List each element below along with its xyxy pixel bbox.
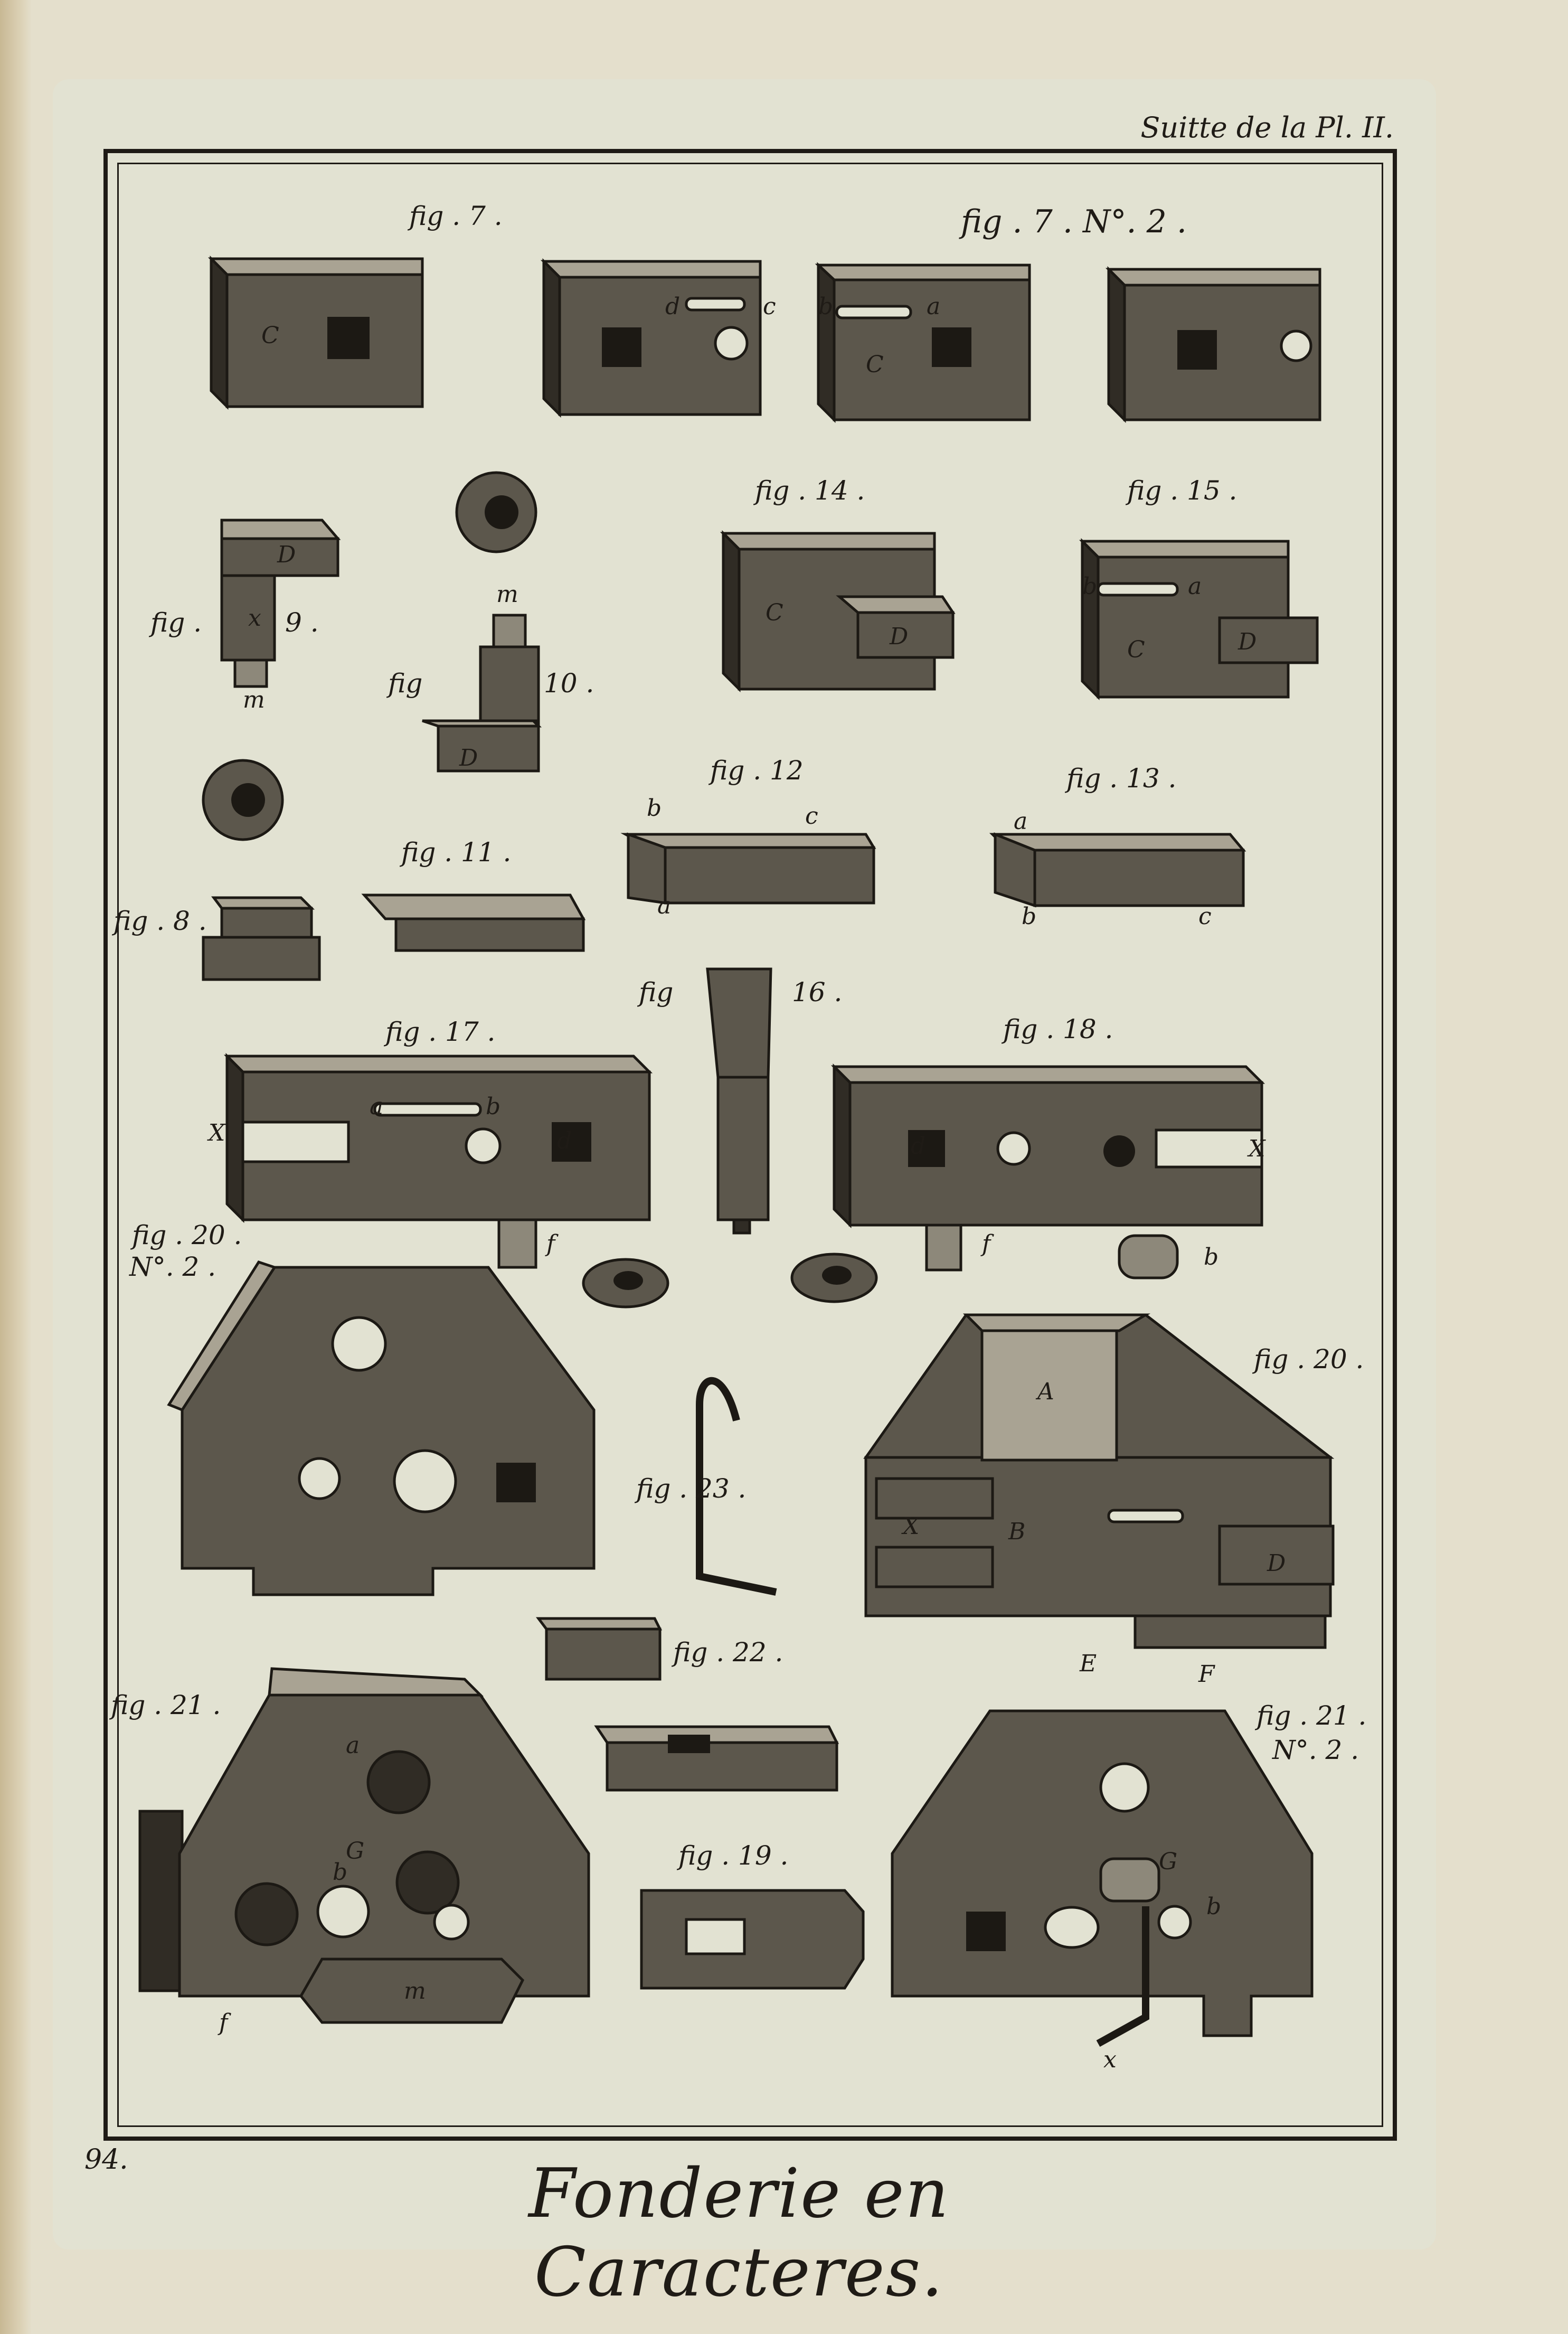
fig10-bracket: [422, 615, 539, 771]
fig10-number: 10 .: [544, 668, 594, 699]
fig10-letter-m: m: [496, 581, 518, 608]
fig7-label: fig . 7 .: [409, 201, 503, 231]
fig20-letter-E: E: [1080, 1650, 1097, 1677]
fig15-block: [1082, 541, 1317, 697]
fig18-letter-b: b: [1204, 1244, 1219, 1270]
fig21-letter-G: G: [346, 1838, 365, 1865]
fig11-label: fig . 11 .: [401, 837, 512, 868]
small-nuts: [583, 1236, 1177, 1307]
fig17-letter-f: f: [546, 1230, 555, 1257]
fig13-letter-b: b: [1022, 903, 1037, 930]
fig7n2-letter-b: b: [818, 293, 834, 320]
fig9-number: 9 .: [285, 607, 319, 638]
plate-reference: Suitte de la Pl. II.: [1140, 111, 1394, 144]
fig20-letter-A: A: [1037, 1378, 1054, 1405]
fig20n2-label: fig . 20 .: [132, 1220, 242, 1250]
fig22-piece: [539, 1618, 660, 1679]
fig13-label: fig . 13 .: [1066, 763, 1177, 794]
fig20-letter-D: D: [1267, 1550, 1286, 1577]
fig13-letter-c: c: [1198, 903, 1212, 930]
fig7-letter-d: d: [665, 293, 681, 320]
fig16-piece: [707, 969, 771, 1233]
fig9-label: fig .: [150, 607, 202, 638]
fig18-letter-d: d: [911, 1133, 926, 1160]
fig17-block: [227, 1056, 649, 1267]
fig18-letter-f: f: [982, 1230, 991, 1257]
fig15-letter-b: b: [1082, 573, 1098, 600]
fig15-label: fig . 15 .: [1127, 475, 1238, 506]
fig19-piece: [641, 1890, 863, 1988]
fig20-label: fig . 20 .: [1254, 1344, 1364, 1375]
fig11-piece: [364, 895, 583, 950]
fig9-letter-m: m: [243, 686, 265, 713]
star-nut-1: [457, 473, 536, 552]
fig20-letter-X: X: [903, 1513, 920, 1540]
fig15-letter-D: D: [1238, 628, 1257, 655]
fig18-label: fig . 18 .: [1003, 1014, 1113, 1044]
fig17-label: fig . 17 .: [385, 1017, 496, 1047]
fig7-block-2: [544, 261, 760, 415]
fig21-letter-b: b: [333, 1859, 348, 1886]
fig12-label: fig . 12: [710, 755, 804, 786]
fig23-label: fig . 23 .: [636, 1473, 747, 1504]
fig8-label: fig . 8 .: [114, 906, 207, 936]
fig21n2-letter-G: G: [1159, 1848, 1178, 1875]
fig7n2-letter-a: a: [927, 293, 941, 320]
fig16-label: fig: [639, 977, 674, 1008]
fig21-letter-a: a: [346, 1732, 360, 1759]
fig21n2-label: fig . 21 .: [1257, 1700, 1367, 1731]
fig21n2-piece: [892, 1711, 1312, 2044]
fig12-letter-a: a: [657, 892, 672, 919]
fig17-letter-b: b: [486, 1093, 501, 1120]
fig7-letter-c: c: [763, 293, 776, 320]
fig7n2-block-2: [1109, 269, 1320, 420]
fig13-letter-a: a: [1014, 808, 1028, 835]
fig17-letter-d: d: [557, 1127, 572, 1154]
fig21n2-letter-x: x: [1103, 2046, 1117, 2073]
fig14-letter-D: D: [890, 623, 909, 650]
fig20n2-piece: [169, 1262, 594, 1595]
fig10-label: fig: [388, 668, 423, 699]
fig17-letter-X: X: [209, 1119, 225, 1146]
fig8-piece: [203, 898, 319, 980]
fig12-letter-b: b: [647, 795, 662, 822]
fig10-letter-D: D: [459, 745, 478, 771]
star-nut-2: [203, 760, 282, 840]
fig21-letter-f: f: [219, 2009, 228, 2036]
fig-middle-lever: [597, 1727, 837, 1790]
fig15-letter-a: a: [1188, 573, 1202, 600]
fig13-piece: [993, 834, 1243, 906]
fig12-letter-c: c: [805, 803, 818, 830]
fig20-letter-B: B: [1008, 1518, 1026, 1545]
fig18-letter-X: X: [1249, 1135, 1265, 1162]
fig7n2-label: fig . 7 . N°. 2 .: [961, 203, 1187, 240]
fig20n2-number: N°. 2 .: [129, 1251, 216, 1282]
fig21-letter-m: m: [404, 1978, 426, 2004]
fig9-letter-x: x: [248, 605, 261, 632]
fig21-label: fig . 21 .: [111, 1690, 221, 1720]
fig18-block: [834, 1067, 1262, 1270]
fig7n2-block-1: [818, 265, 1029, 420]
fig14-block: [723, 533, 953, 689]
fig17-letter-a: a: [370, 1093, 384, 1120]
fig9-letter-D: D: [277, 541, 296, 568]
fig15-letter-C: C: [1127, 636, 1145, 663]
fig7-block-1: [211, 259, 422, 407]
fig20-letter-F: F: [1198, 1661, 1215, 1688]
fig22-label: fig . 22 .: [673, 1637, 783, 1668]
fig14-label: fig . 14 .: [755, 475, 865, 506]
fig16-number: 16 .: [792, 977, 843, 1008]
fig7n2-letter-C: C: [866, 351, 884, 378]
fig19-label: fig . 19 .: [678, 1840, 789, 1871]
fig7-letter-C: C: [261, 322, 279, 349]
fig21n2-number: N°. 2 .: [1272, 1735, 1359, 1765]
fig21n2-letter-b: b: [1206, 1893, 1222, 1920]
plate-title: Fonderie en Caracteres.: [528, 2154, 950, 2312]
fig14-letter-C: C: [766, 599, 783, 626]
page-number: 94.: [84, 2144, 128, 2176]
